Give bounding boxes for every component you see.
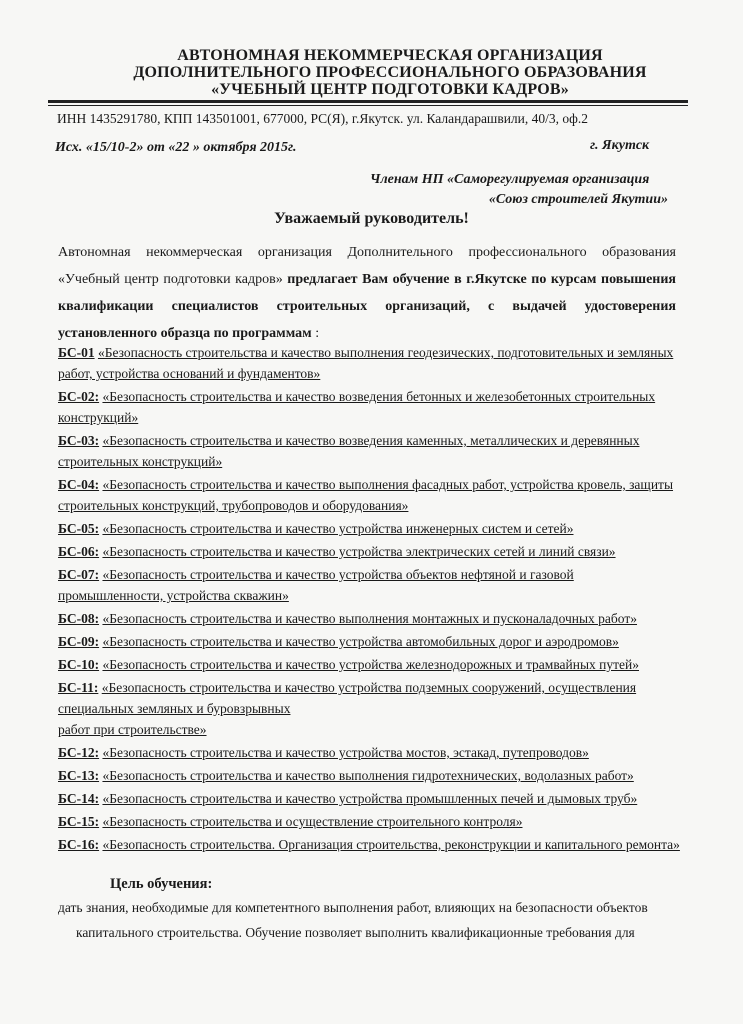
addressee-block: [350, 170, 668, 210]
outgoing-reference: Исх. «15/10-2» от «22 » октября 2015г.: [55, 140, 297, 155]
program-item: [58, 811, 680, 832]
program-title: промышленности, устройства скважин»: [58, 588, 289, 603]
org-name-line-3: «УЧЕБНЫЙ ЦЕНТР ПОДГОТОВКИ КАДРОВ»: [211, 81, 569, 98]
program-line: [58, 407, 680, 428]
intro-plain-text: Автономная некоммерческая организация Дополнительного профессионального образования «Учебный центр подготовки кадров»: [58, 245, 676, 287]
program-title: специальных земляных и буровзрывных: [58, 701, 291, 716]
program-line: [58, 495, 680, 516]
program-line: [58, 585, 680, 606]
program-code: БС-03:: [58, 433, 100, 448]
goal-text-line-1: дать знания, необходимые для компетентного выполнения работ, влияющих на безопасности объектов: [58, 900, 648, 915]
program-title: строительных конструкций»: [58, 454, 223, 469]
goal-text-line-2: капитального строительства. Обучение позволяет выполнить квалификационные требования для: [76, 925, 635, 940]
program-title: «Безопасность строительства и качество устройства мостов, эстакад, путепроводов»: [102, 745, 589, 760]
program-item: [58, 765, 680, 786]
program-line: [58, 631, 680, 652]
org-name-line-2: ДОПОЛНИТЕЛЬНОГО ПРОФЕССИОНАЛЬНОГО ОБРАЗОВАНИЯ: [133, 64, 647, 81]
program-title: «Безопасность строительства и качество возведения каменных, металлических и деревянных: [102, 433, 640, 448]
program-line: [58, 386, 680, 407]
program-item: [58, 564, 680, 606]
program-line: [58, 677, 680, 698]
program-item: [58, 430, 680, 472]
program-title: «Безопасность строительства и качество возведения бетонных и железобетонных строительных: [102, 389, 656, 404]
intro-paragraph: [58, 239, 676, 347]
program-code: БС-01: [58, 345, 95, 360]
program-item: [58, 608, 680, 629]
program-line: [58, 608, 680, 629]
program-title: «Безопасность строительства и качество выполнения монтажных и пусконаладочных работ»: [102, 611, 638, 626]
program-code: БС-06:: [58, 544, 100, 559]
header-divider-thin: [48, 105, 688, 106]
program-title: «Безопасность строительства и качество устройства автомобильных дорог и аэродромов»: [102, 634, 619, 649]
program-title: «Безопасность строительства и качество выполнения фасадных работ, устройства кровель, защиты: [102, 477, 674, 492]
program-title: «Безопасность строительства и качество устройства инженерных систем и сетей»: [102, 521, 574, 536]
program-title: «Безопасность строительства и качество устройства железнодорожных и трамвайных путей»: [102, 657, 639, 672]
program-title: «Безопасность строительства и качество устройства объектов нефтяной и газовой: [102, 567, 574, 582]
program-line: [58, 788, 680, 809]
program-title: «Безопасность строительства и качество устройства электрических сетей и линий связи»: [102, 544, 616, 559]
intro-bold-text: предлагает Вам обучение в г.Якутске по курсам повышения квалификации специалистов строительных организаций, с выдачей удостоверения установленного образца по программам: [58, 272, 676, 341]
program-line: [58, 654, 680, 675]
program-line: [58, 765, 680, 786]
program-item: [58, 386, 680, 428]
program-line: [58, 698, 680, 719]
goal-heading: Цель обучения:: [110, 876, 213, 892]
program-line: [58, 342, 680, 363]
program-line: [58, 564, 680, 585]
program-title: работ при строительстве»: [58, 722, 207, 737]
program-item: [58, 834, 680, 855]
program-line: [58, 834, 680, 855]
program-line: [58, 719, 680, 740]
program-code: БС-13:: [58, 768, 100, 783]
program-item: [58, 654, 680, 675]
program-line: [58, 363, 680, 384]
program-item: [58, 518, 680, 539]
program-item: [58, 474, 680, 516]
program-line: [58, 541, 680, 562]
program-line: [58, 518, 680, 539]
program-title: строительных конструкций, трубопроводов и оборудования»: [58, 498, 409, 513]
program-title: «Безопасность строительства. Организация строительства, реконструкции и капитального ремонта»: [102, 837, 680, 852]
program-code: БС-15:: [58, 814, 100, 829]
org-name-line-1: АВТОНОМНАЯ НЕКОММЕРЧЕСКАЯ ОРГАНИЗАЦИЯ: [177, 47, 603, 64]
program-title: «Безопасность строительства и качество выполнения гидротехнических, водолазных работ»: [102, 768, 634, 783]
program-title: конструкций»: [58, 410, 139, 425]
program-item: [58, 631, 680, 652]
program-item: [58, 788, 680, 809]
program-code: БС-04:: [58, 477, 100, 492]
program-title: работ, устройства оснований и фундаментов»: [58, 366, 321, 381]
program-code: БС-14:: [58, 791, 100, 806]
program-item: [58, 742, 680, 763]
goal-text: [58, 895, 658, 945]
header-divider-thick: [48, 100, 688, 103]
program-code: БС-16:: [58, 837, 100, 852]
program-code: БС-05:: [58, 521, 100, 536]
program-code: БС-07:: [58, 567, 100, 582]
organization-header: [110, 47, 670, 98]
program-code: БС-08:: [58, 611, 100, 626]
program-title: «Безопасность строительства и качество выполнения геодезических, подготовительных и земляных: [97, 345, 674, 360]
program-line: [58, 430, 680, 451]
program-line: [58, 742, 680, 763]
addressee-line-1: Членам НП «Саморегулируемая организация: [370, 172, 650, 187]
program-title: «Безопасность строительства и осуществление строительного контроля»: [102, 814, 523, 829]
program-line: [58, 811, 680, 832]
program-code: БС-11:: [58, 680, 99, 695]
program-line: [58, 474, 680, 495]
program-item: [58, 342, 680, 384]
program-item: [58, 541, 680, 562]
program-code: БС-12:: [58, 745, 100, 760]
program-code: БС-10:: [58, 657, 100, 672]
program-title: «Безопасность строительства и качество устройства подземных сооружений, осуществления: [101, 680, 637, 695]
program-line: [58, 451, 680, 472]
greeting: Уважаемый руководитель!: [274, 210, 469, 227]
addressee-line-2: «Союз строителей Якутии»: [488, 192, 668, 207]
intro-end-text: :: [311, 326, 320, 341]
program-title: «Безопасность строительства и качество устройства промышленных печей и дымовых труб»: [102, 791, 638, 806]
program-code: БС-09:: [58, 634, 100, 649]
program-list: [58, 342, 680, 855]
program-item: [58, 677, 680, 740]
org-requisites: ИНН 1435291780, КПП 143501001, 677000, РС(Я), г.Якутск. ул. Каландарашвили, 40/3, оф.2: [57, 111, 589, 126]
program-code: БС-02:: [58, 389, 100, 404]
letter-city: г. Якутск: [590, 138, 650, 153]
